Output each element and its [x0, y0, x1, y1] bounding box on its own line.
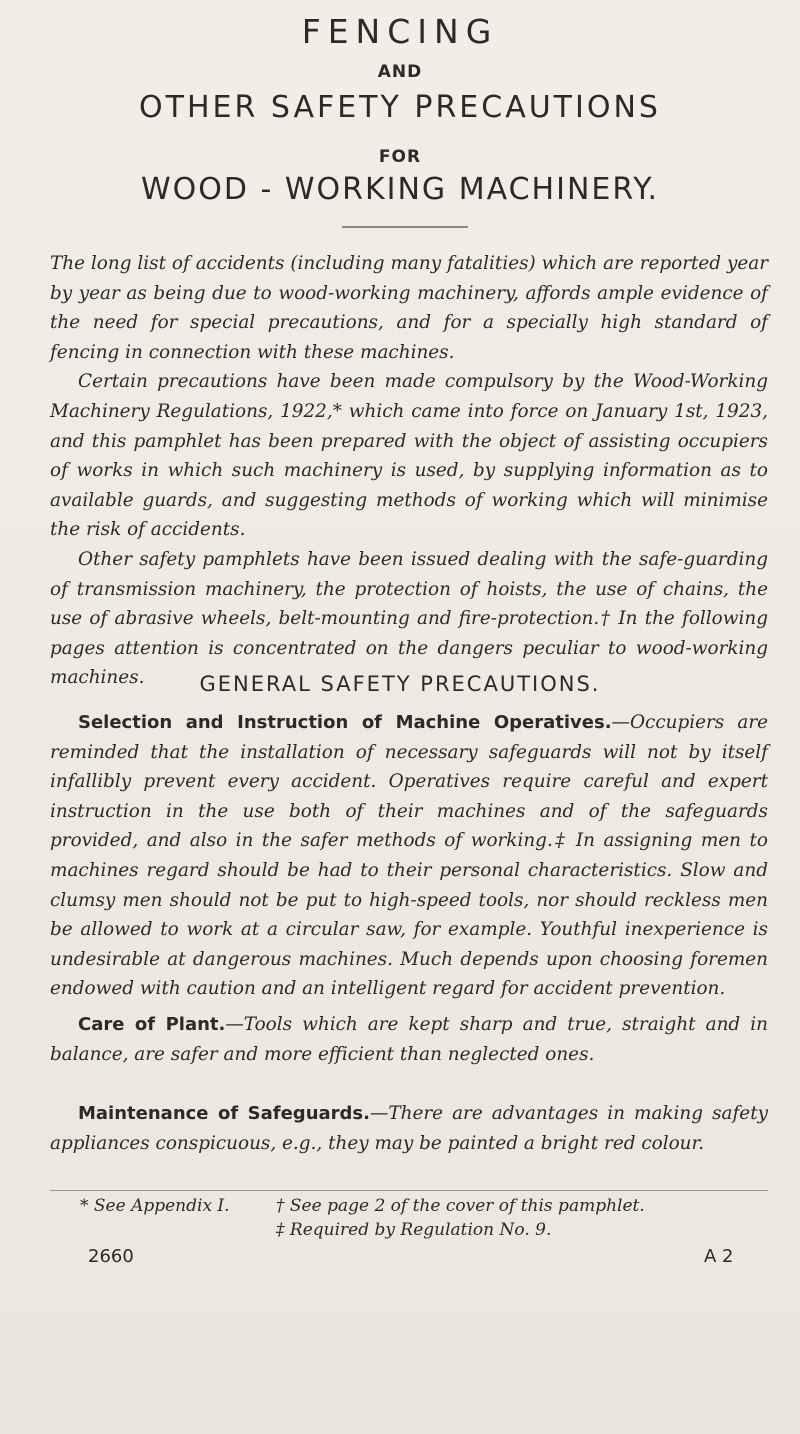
title-divider — [342, 226, 468, 228]
intro-paragraph-3: Other safety pamphlets have been issued dealing with the safe-guarding of transmission machinery, the protection of hoists, the use of chains, the use of abrasive wheels, belt-mounting and fire-protection.† In the following pages attention is concentrated on the dangers peculiar to wood-working machines. — [50, 548, 768, 689]
title-and: AND — [377, 62, 423, 82]
subsection-text: —Occupiers are reminded that the installation of necessary safeguards will not by itself infallibly prevent every accident. Operatives require careful and expert instruction in the use both of their machines and of the safeguards provided, and also in the safer methods of working.‡ In assigning men to machines regard should be had to their personal characteristics. Slow and clumsy men should not be put to high-speed tools, nor should reckless men be allowed to work at a circular saw, for example. Youthful inexperience is undesirable at dangerous machines. Much depends upon choosing foremen endowed with caution and an intelligent regard for accident prevention. — [50, 712, 768, 1000]
subsection-maintenance-of-safeguards — [50, 1099, 768, 1158]
footnote-appendix: * See Appendix I. — [80, 1196, 230, 1216]
intro-text — [50, 249, 768, 693]
title-fencing: FENCING — [301, 12, 499, 51]
subsection-heading: Care of Plant. — [78, 1014, 226, 1035]
print-number: 2660 — [88, 1246, 134, 1267]
subsection-heading: Selection and Instruction of Machine Operatives. — [78, 712, 612, 733]
subsection-care-of-plant — [50, 1010, 768, 1069]
intro-paragraph-2: Certain precautions have been made compulsory by the Wood-Working Machinery Regulations, 1922,* which came into force on January 1st, 1923, and this pamphlet has been prepared with the object of assisting occupiers of works in which such machinery is used, by supplying information as to available guards, and suggesting methods of working which will minimise the risk of accidents. — [50, 371, 768, 541]
intro-paragraph-1: The long list of accidents (including many fatalities) which are reported year by year as being due to wood-working machinery, affords ample evidence of the need for special precautions, and for a specially high standard of fencing in connection with these machines. — [50, 253, 768, 363]
footnote-cover: † See page 2 of the cover of this pamphlet. — [276, 1196, 645, 1216]
signature-mark: A 2 — [704, 1246, 734, 1267]
subsection-text: —Tools which are kept sharp and true, straight and in balance, are safer and more efficient than neglected ones. — [50, 1014, 768, 1065]
title-other-safety-precautions: OTHER SAFETY PRECAUTIONS — [139, 90, 661, 125]
footnote-divider — [50, 1190, 768, 1191]
title-for: FOR — [378, 147, 422, 167]
subsection-selection-instruction — [50, 708, 768, 1004]
subsection-text: —There are advantages in making safety appliances conspicuous, e.g., they may be painted a bright red colour. — [50, 1103, 768, 1154]
title-wood-working-machinery: WOOD - WORKING MACHINERY. — [140, 172, 660, 207]
subsection-heading: Maintenance of Safeguards. — [78, 1103, 370, 1124]
footnote-regulation: ‡ Required by Regulation No. 9. — [276, 1220, 552, 1240]
section-heading: GENERAL SAFETY PRECAUTIONS. — [199, 672, 601, 696]
